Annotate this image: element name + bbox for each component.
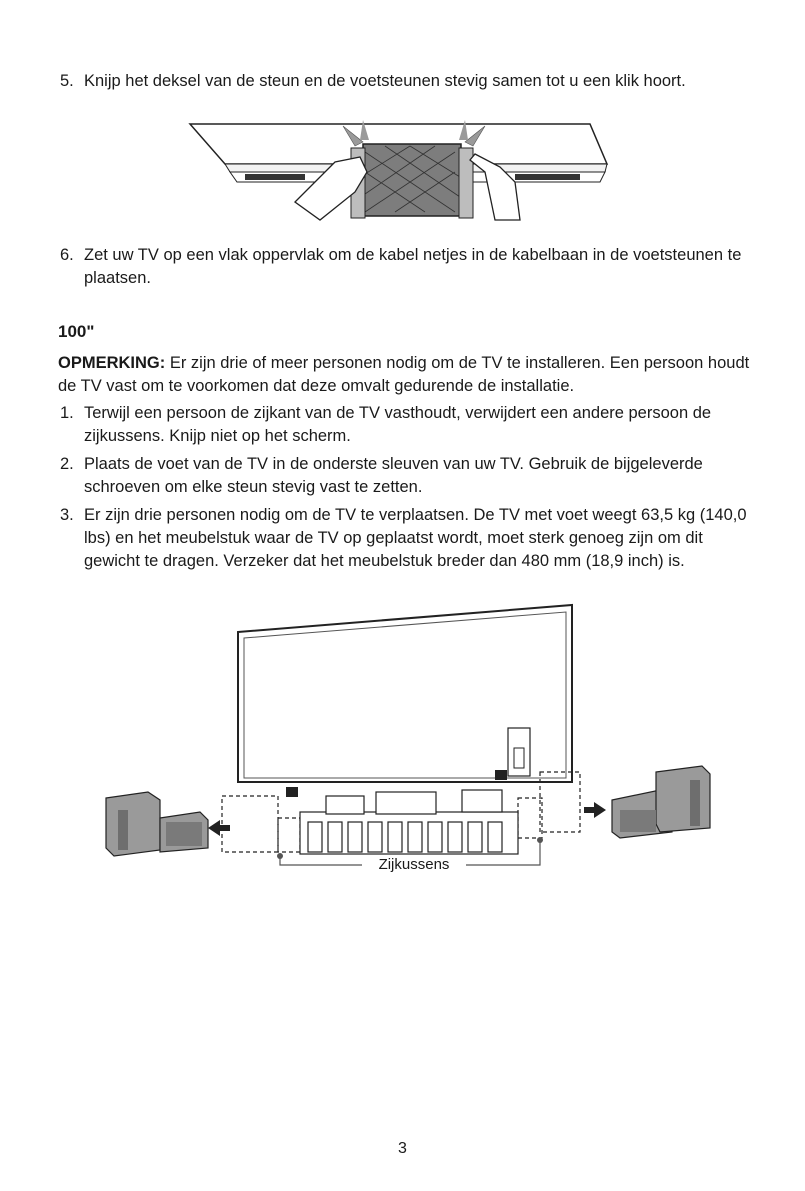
step-number: 2. [60,455,74,473]
step-2 [60,453,760,499]
step-number: 5. [60,72,74,90]
step-text: Plaats de voet van de TV in de onderste sleuven van uw TV. Gebruik de bijgeleverde schroeven om elke steun stevig vast te zetten. [84,455,703,496]
note [58,352,758,398]
right-cushion-removed [612,766,710,838]
note-text: Er zijn drie of meer personen nodig om de TV te installeren. Een persoon houdt de TV vast om te voorkomen dat deze omvalt gedurende de installatie. [58,354,750,395]
step-text: Er zijn drie personen nodig om de TV te verplaatsen. De TV met voet weegt 63,5 kg (140,0 lbs) en het meubelstuk waar de TV op geplaatst wordt, moet sterk genoeg zijn om dit gewicht te dragen. Verzeker dat het meubelstuk breder dan 480 mm (18,9 inch) is. [84,506,747,570]
step-text: Knijp het deksel van de steun en de voetsteunen stevig samen tot u een klik hoort. [84,72,686,90]
step-number: 1. [60,404,74,422]
step-number: 3. [60,506,74,524]
left-cushion-removed [106,792,208,856]
figure-squeeze-cover [185,112,610,230]
step-text: Zet uw TV op een vlak oppervlak om de kabel netjes in de kabelbaan in de voetsteunen te plaatsen. [84,246,742,287]
section-heading: 100" [58,322,95,341]
step-3 [60,504,760,573]
step-number: 6. [60,246,74,264]
figure-caption: Zijkussens [378,856,450,873]
step-5 [60,70,760,93]
page-number: 3 [398,1140,407,1157]
step-6 [60,244,760,290]
note-label: OPMERKING: [58,354,166,372]
step-text: Terwijl een persoon de zijkant van de TV vasthoudt, verwijdert een andere persoon de zijkussens. Knijp niet op het scherm. [84,404,712,445]
step-1 [60,402,760,448]
figure-remove-side-cushions [100,600,720,880]
